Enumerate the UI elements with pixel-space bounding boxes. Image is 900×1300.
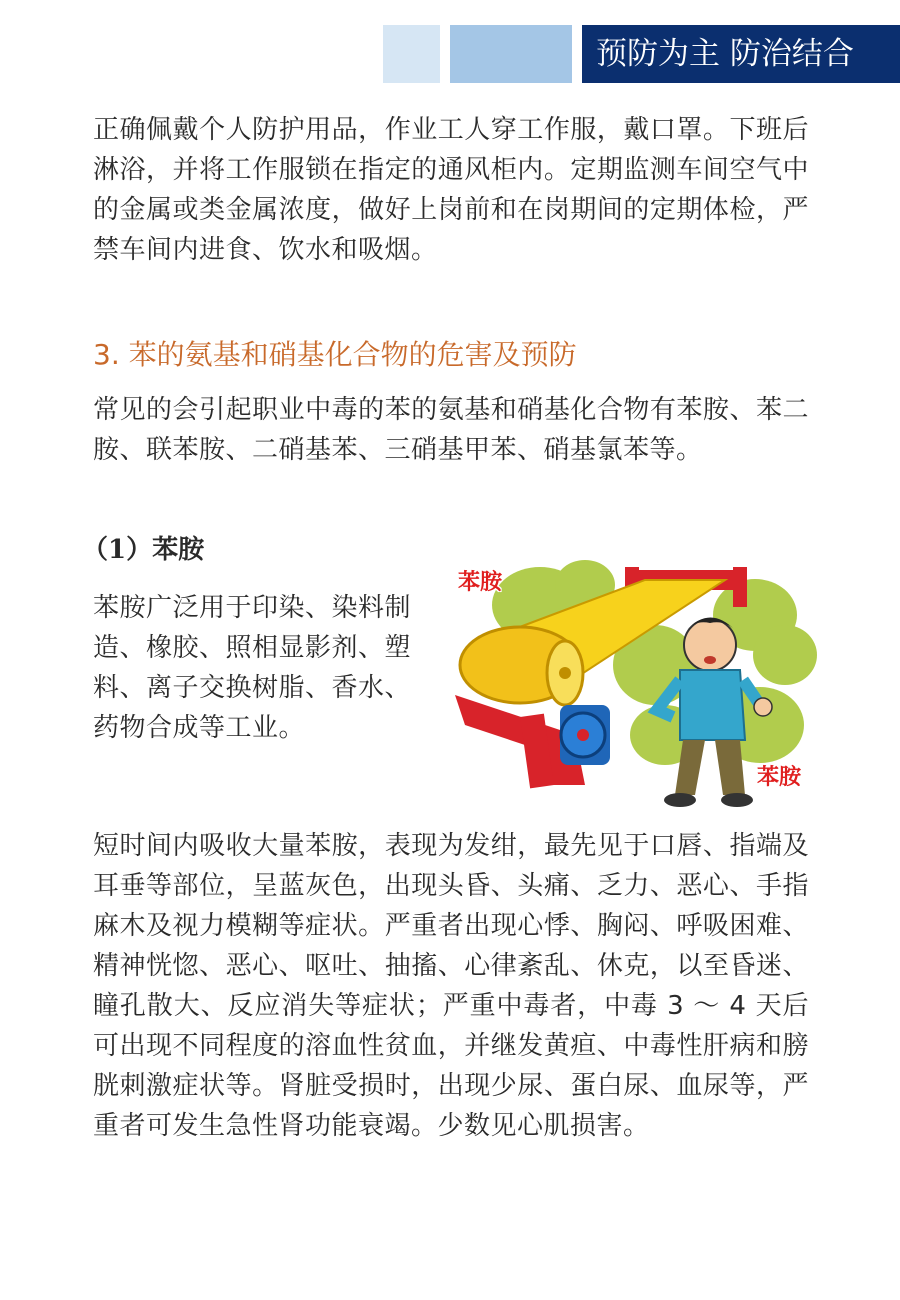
header-title: 预防为主 防治结合 [582,25,900,83]
section-heading: 3. 苯的氨基和硝基化合物的危害及预防 [93,338,577,371]
illustration-label-top: 苯胺 [458,570,503,595]
header-decor-mid [450,25,572,83]
aniline-illustration [425,545,825,820]
intro-paragraph: 正确佩戴个人防护用品，作业工人穿工作服，戴口罩。下班后淋浴，并将工作服锁在指定的通风柜内。定期监测车间空气中的金属或类金属浓度，做好上岗前和在岗期间的定期体检，严禁车间内进食、饮水和吸烟。 [93,115,809,265]
illustration-label-bottom: 苯胺 [757,765,802,790]
aniline-symptoms-paragraph: 短时间内吸收大量苯胺，表现为发绀，最先见于口唇、指端及耳垂等部位，呈蓝灰色，出现头昏、头痛、乏力、恶心、手指麻木及视力模糊等症状。严重者出现心悸、胸闷、呼吸困难、精神恍惚、恶心、呕吐、抽搐、心律紊乱、休克，以至昏迷、瞳孔散大、反应消失等症状；严重中毒者，中毒 3 ～ 4 天后可出现不同程度的溶血性贫血，并继发黄疸、中毒性肝病和膀胱刺激症状等。肾脏受损时，出现少尿、蛋白尿、血尿等，严重者可发生急性肾功能衰竭。少数见心肌损害。 [93,831,809,1141]
section-paragraph: 常见的会引起职业中毒的苯的氨基和硝基化合物有苯胺、苯二胺、联苯胺、二硝基苯、三硝基甲苯、硝基氯苯等。 [93,395,809,465]
aniline-usage-paragraph: 苯胺广泛用于印染、染料制造、橡胶、照相显影剂、塑料、离子交换树脂、香水、药物合成等工业。 [93,593,412,743]
header-decor-light [383,25,440,83]
subsection-heading: （1）苯胺 [82,535,205,565]
